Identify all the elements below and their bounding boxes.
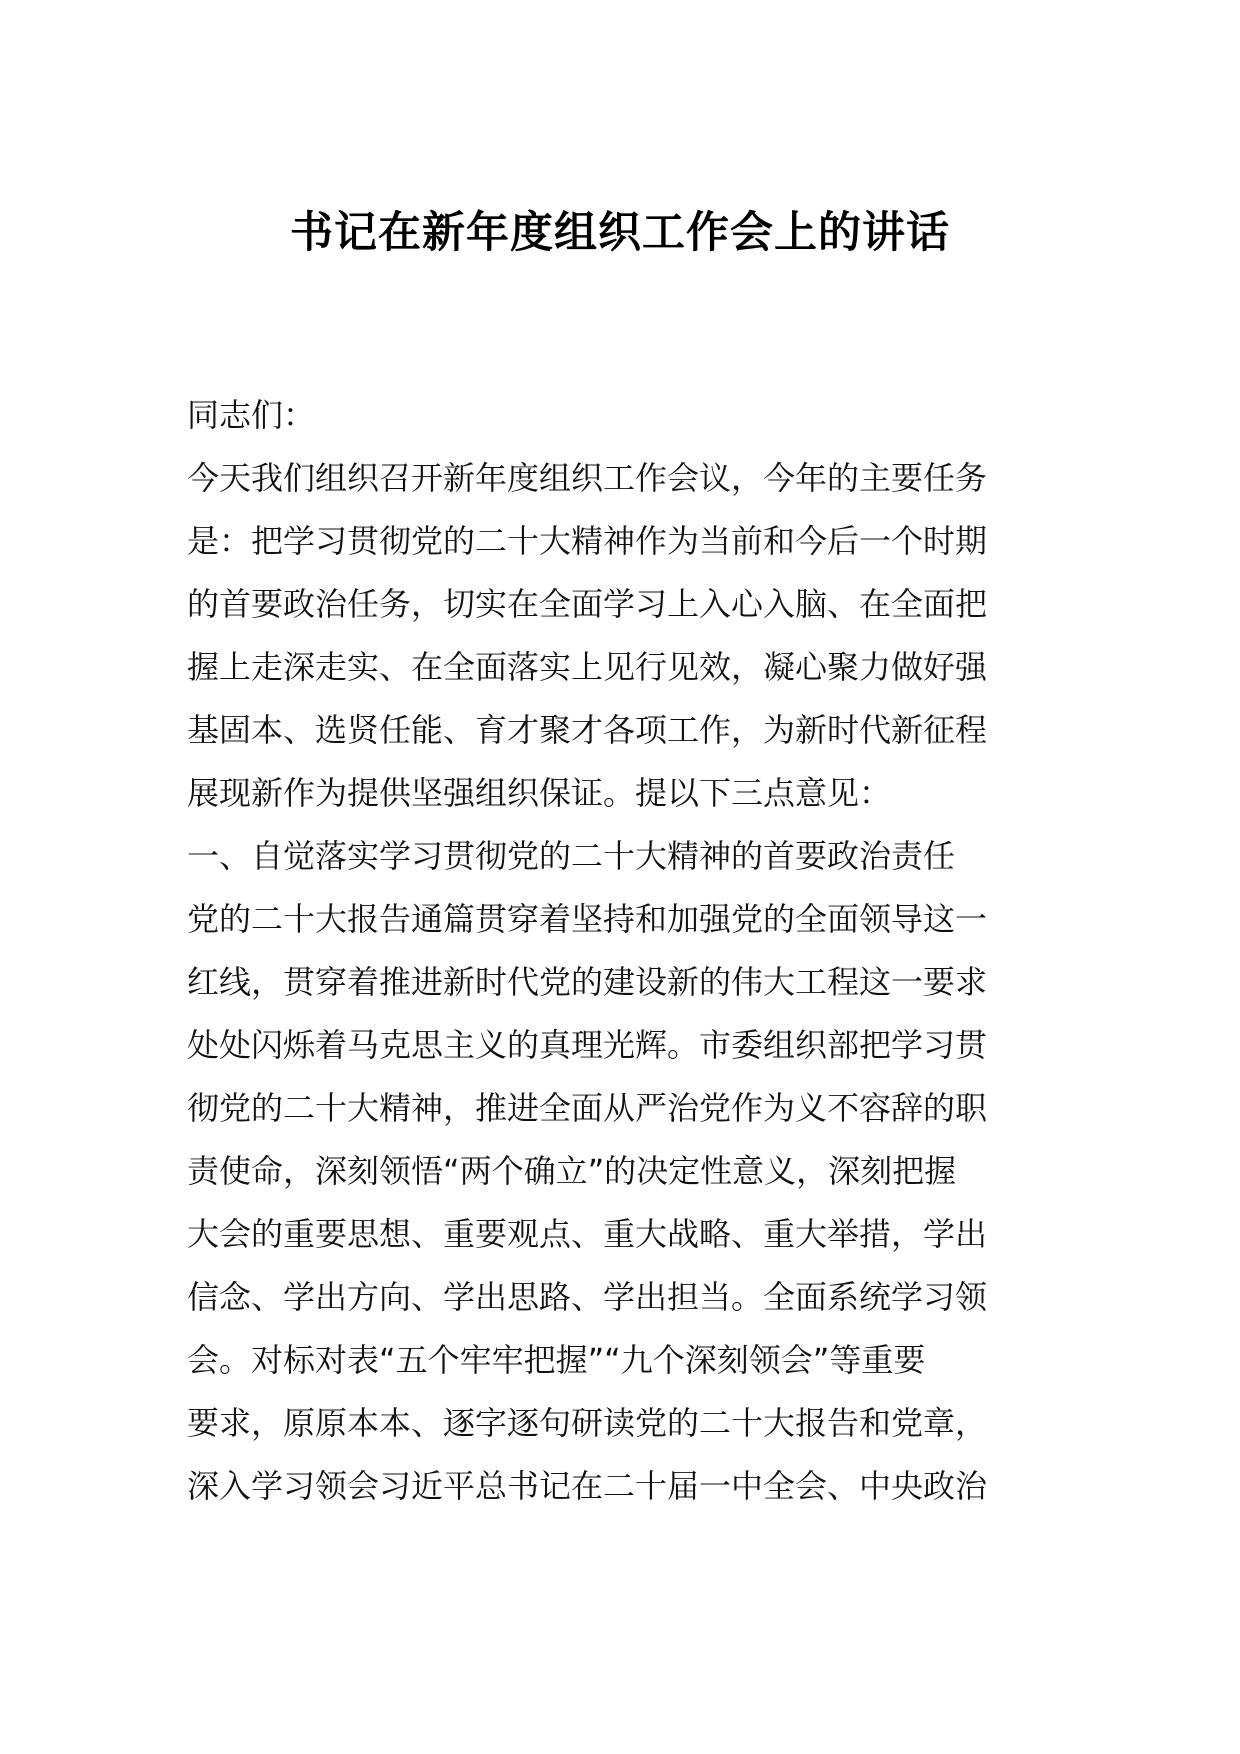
paragraph-line: 党的二十大报告通篇贯穿着坚持和加强党的全面领导这一 bbox=[187, 900, 988, 938]
paragraph-line: 展现新作为提供坚强组织保证。提以下三点意见： bbox=[187, 774, 892, 812]
paragraph-line: 会。对标对表“五个牢牢把握”“九个深刻领会”等重要 bbox=[187, 1341, 926, 1379]
paragraph-line: 基固本、选贤任能、育才聚才各项工作，为新时代新征程 bbox=[187, 711, 988, 749]
paragraph-line: 深入学习领会习近平总书记在二十届一中全会、中央政治 bbox=[187, 1467, 988, 1505]
paragraph-line: 大会的重要思想、重要观点、重大战略、重大举措，学出 bbox=[187, 1215, 988, 1253]
paragraph-line: 是：把学习贯彻党的二十大精神作为当前和今后一个时期 bbox=[187, 522, 988, 560]
document-title: 书记在新年度组织工作会上的讲话 bbox=[290, 208, 950, 258]
paragraph-line: 红线，贯穿着推进新时代党的建设新的伟大工程这一要求 bbox=[187, 963, 988, 1001]
paragraph-line: 处处闪烁着马克思主义的真理光辉。市委组织部把学习贯 bbox=[187, 1026, 988, 1064]
document-body bbox=[187, 384, 1067, 1518]
paragraph-line: 彻党的二十大精神，推进全面从严治党作为义不容辞的职 bbox=[187, 1089, 988, 1127]
paragraph-line: 的首要政治任务，切实在全面学习上入心入脑、在全面把 bbox=[187, 585, 988, 623]
paragraph-line: 要求，原原本本、逐字逐句研读党的二十大报告和党章， bbox=[187, 1404, 988, 1442]
paragraph-line: 握上走深走实、在全面落实上见行见效，凝心聚力做好强 bbox=[187, 648, 988, 686]
paragraph-line: 今天我们组织召开新年度组织工作会议，今年的主要任务 bbox=[187, 459, 988, 497]
paragraph-line: 信念、学出方向、学出思路、学出担当。全面系统学习领 bbox=[187, 1278, 988, 1316]
section-heading: 一、自觉落实学习贯彻党的二十大精神的首要政治责任 bbox=[187, 837, 956, 875]
paragraph-line: 责使命，深刻领悟“两个确立”的决定性意义，深刻把握 bbox=[187, 1152, 957, 1190]
salutation: 同志们： bbox=[187, 396, 316, 434]
